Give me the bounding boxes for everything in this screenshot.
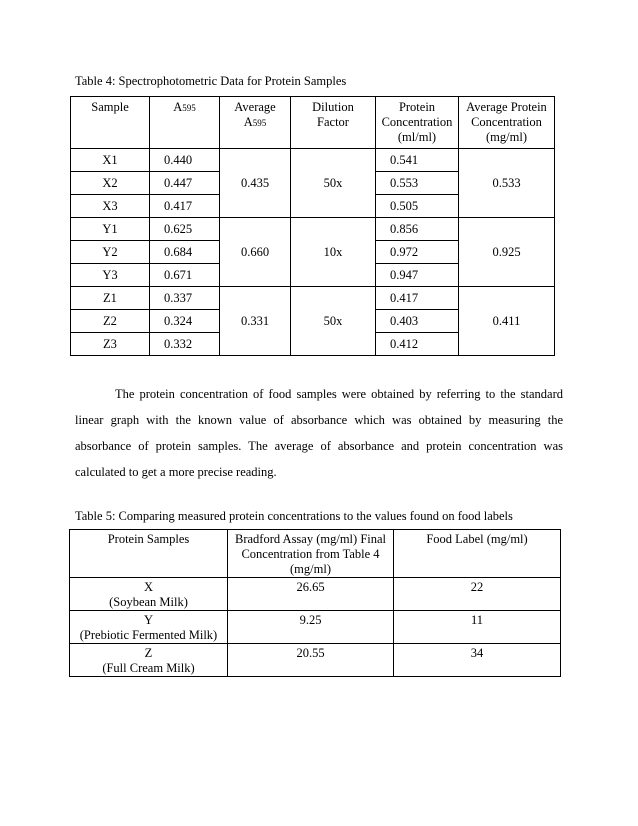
header-average-protein-concentration: Average Protein Concentration (mg/ml) bbox=[459, 97, 555, 149]
a595-cell: 0.447 bbox=[150, 172, 220, 195]
a595-cell: 0.671 bbox=[150, 264, 220, 287]
a595-cell: 0.332 bbox=[150, 333, 220, 356]
bradford-cell: 20.55 bbox=[228, 644, 394, 677]
sample-cell: X2 bbox=[71, 172, 150, 195]
protein-cell: 0.403 bbox=[376, 310, 459, 333]
dilution-factor-cell: 50x bbox=[291, 149, 376, 218]
food-label-cell: 34 bbox=[394, 644, 561, 677]
sample-cell: X3 bbox=[71, 195, 150, 218]
sample-cell: X1 bbox=[71, 149, 150, 172]
sample-cell: X (Soybean Milk) bbox=[70, 578, 228, 611]
protein-cell: 0.947 bbox=[376, 264, 459, 287]
average-protein-cell: 0.411 bbox=[459, 287, 555, 356]
bradford-cell: 26.65 bbox=[228, 578, 394, 611]
table5 bbox=[69, 529, 561, 677]
table-row bbox=[70, 611, 561, 644]
a595-cell: 0.625 bbox=[150, 218, 220, 241]
protein-cell: 0.856 bbox=[376, 218, 459, 241]
header-a595: A595 bbox=[150, 97, 220, 149]
protein-cell: 0.417 bbox=[376, 287, 459, 310]
protein-cell: 0.972 bbox=[376, 241, 459, 264]
a595-cell: 0.440 bbox=[150, 149, 220, 172]
average-protein-cell: 0.925 bbox=[459, 218, 555, 287]
header-protein-samples: Protein Samples bbox=[70, 530, 228, 578]
average-protein-cell: 0.533 bbox=[459, 149, 555, 218]
food-label-cell: 11 bbox=[394, 611, 561, 644]
protein-cell: 0.553 bbox=[376, 172, 459, 195]
table-row bbox=[70, 578, 561, 611]
protein-cell: 0.412 bbox=[376, 333, 459, 356]
average-a595-cell: 0.660 bbox=[220, 218, 291, 287]
dilution-factor-cell: 50x bbox=[291, 287, 376, 356]
table4-caption: Table 4: Spectrophotometric Data for Protein Samples bbox=[75, 74, 347, 88]
sample-cell: Z (Full Cream Milk) bbox=[70, 644, 228, 677]
dilution-factor-cell: 10x bbox=[291, 218, 376, 287]
sample-cell: Z2 bbox=[71, 310, 150, 333]
sample-cell: Y1 bbox=[71, 218, 150, 241]
sample-cell: Y2 bbox=[71, 241, 150, 264]
header-protein-concentration: Protein Concentration (ml/ml) bbox=[376, 97, 459, 149]
table4-header-row bbox=[71, 97, 555, 149]
header-bradford-assay: Bradford Assay (mg/ml) Final Concentration from Table 4 (mg/ml) bbox=[228, 530, 394, 578]
header-sample: Sample bbox=[71, 97, 150, 149]
table5-caption: Table 5: Comparing measured protein concentrations to the values found on food labels bbox=[75, 509, 513, 523]
a595-cell: 0.324 bbox=[150, 310, 220, 333]
table-row bbox=[70, 644, 561, 677]
header-average-a595: Average A595 bbox=[220, 97, 291, 149]
bradford-cell: 9.25 bbox=[228, 611, 394, 644]
table-row bbox=[71, 218, 555, 241]
table-row bbox=[71, 287, 555, 310]
sample-cell: Z3 bbox=[71, 333, 150, 356]
average-a595-cell: 0.331 bbox=[220, 287, 291, 356]
protein-cell: 0.505 bbox=[376, 195, 459, 218]
sample-cell: Z1 bbox=[71, 287, 150, 310]
sample-cell: Y (Prebiotic Fermented Milk) bbox=[70, 611, 228, 644]
header-dilution-factor: Dilution Factor bbox=[291, 97, 376, 149]
header-food-label: Food Label (mg/ml) bbox=[394, 530, 561, 578]
a595-cell: 0.684 bbox=[150, 241, 220, 264]
a595-cell: 0.337 bbox=[150, 287, 220, 310]
food-label-cell: 22 bbox=[394, 578, 561, 611]
a595-cell: 0.417 bbox=[150, 195, 220, 218]
body-paragraph: The protein concentration of food samples were obtained by referring to the standard linear graph with the known value of absorbance which was obtained by measuring the absorbance of protein samples. The average of absorbance and protein concentration was calculated to get a more precise reading. bbox=[75, 387, 563, 479]
average-a595-cell: 0.435 bbox=[220, 149, 291, 218]
table5-header-row bbox=[70, 530, 561, 578]
sample-cell: Y3 bbox=[71, 264, 150, 287]
table-row bbox=[71, 149, 555, 172]
table4 bbox=[70, 96, 555, 356]
protein-cell: 0.541 bbox=[376, 149, 459, 172]
